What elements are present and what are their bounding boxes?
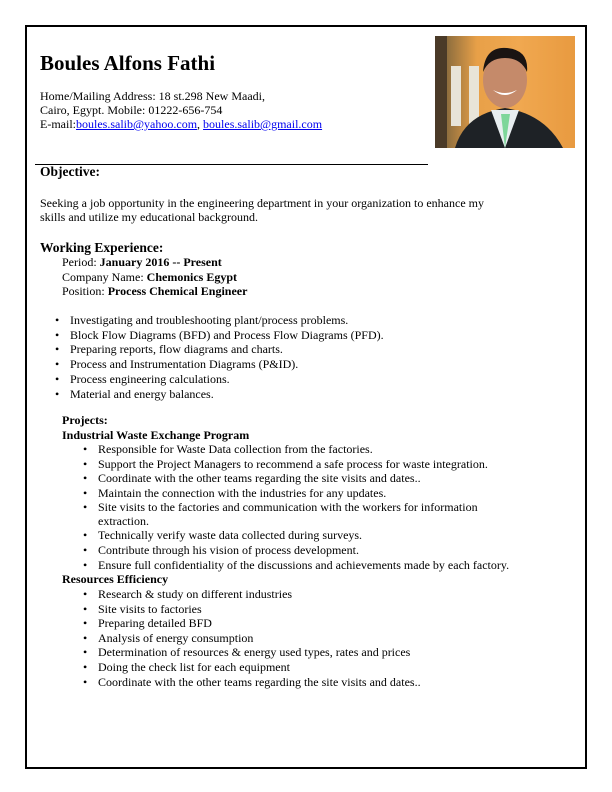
company-value: Chemonics Egypt xyxy=(146,269,237,284)
list-item: • Analysis of energy consumption xyxy=(98,631,421,646)
candidate-name: Boules Alfons Fathi xyxy=(40,51,216,75)
position-label: Position: xyxy=(62,284,108,298)
position-value: Process Chemical Engineer xyxy=(107,284,248,298)
period-value: January 2016 -- Present xyxy=(99,255,222,269)
projects-block xyxy=(62,413,249,442)
company-row xyxy=(62,270,247,285)
list-item: • Preparing detailed BFD xyxy=(98,616,421,631)
email-separator: , xyxy=(197,117,204,131)
email-link-gmail[interactable]: boules.salib@gmail.com xyxy=(203,117,323,131)
list-item: • Responsible for Waste Data collection from the factories. xyxy=(98,442,518,457)
list-item: • Contribute through his vision of process development. xyxy=(98,543,518,558)
projects-heading: Projects: xyxy=(62,413,108,427)
project-title: Resources Efficiency xyxy=(62,572,169,586)
list-item: • Block Flow Diagrams (BFD) and Process Flow Diagrams (PFD). xyxy=(70,328,384,343)
list-item: • Determination of resources & energy used types, rates and prices xyxy=(98,645,421,660)
list-item: • Research & study on different industries xyxy=(98,587,421,602)
duties-list xyxy=(70,313,384,402)
project1-list xyxy=(98,442,518,572)
period-row xyxy=(62,255,247,270)
experience-heading: Working Experience: xyxy=(40,240,164,255)
list-item: • Ensure full confidentiality of the discussions and achievements made by each factory. xyxy=(98,558,518,573)
company-label: Company Name: xyxy=(62,269,147,284)
position-row xyxy=(62,284,247,299)
list-item: • Preparing reports, flow diagrams and charts. xyxy=(70,342,384,357)
list-item: • Doing the check list for each equipment xyxy=(98,660,421,675)
address-line: Home/Mailing Address: 18 st.298 New Maadi, xyxy=(40,89,265,103)
list-item: • Coordinate with the other teams regarding the site visits and dates.. xyxy=(98,675,421,690)
profile-photo-illustration xyxy=(435,36,575,148)
list-item: • Material and energy balances. xyxy=(70,387,384,402)
list-item: • Process and Instrumentation Diagrams (P&ID). xyxy=(70,357,384,372)
list-item: • Process engineering calculations. xyxy=(70,372,384,387)
list-item: • Investigating and troubleshooting plant/process problems. xyxy=(70,313,384,328)
list-item: • Maintain the connection with the industries for any updates. xyxy=(98,486,518,501)
period-label: Period: xyxy=(62,255,100,269)
project-title: Industrial Waste Exchange Program xyxy=(62,427,250,442)
objective-text: Seeking a job opportunity in the engineering department in your organization to enhance my skills and utilize my educational background. xyxy=(40,196,484,224)
list-item: • Coordinate with the other teams regarding the site visits and dates.. xyxy=(98,471,518,486)
list-item: • Site visits to factories xyxy=(98,602,421,617)
list-item: • Technically verify waste data collected during surveys. xyxy=(98,528,518,543)
profile-photo xyxy=(435,36,575,148)
address-line: Cairo, Egypt. Mobile: 01222-656-754 xyxy=(40,103,223,117)
email-line xyxy=(40,117,322,131)
list-item: • Support the Project Managers to recommend a safe process for waste integration. xyxy=(98,457,518,472)
list-item: • Site visits to the factories and communication with the workers for information extraction. xyxy=(98,500,518,528)
contact-info xyxy=(40,89,322,131)
email-label: E-mail: xyxy=(40,117,76,131)
job-details xyxy=(62,255,247,299)
project2-list xyxy=(98,587,421,689)
objective-heading: Objective: xyxy=(40,164,100,179)
email-link-yahoo[interactable]: boules.salib@yahoo.com xyxy=(76,117,198,131)
